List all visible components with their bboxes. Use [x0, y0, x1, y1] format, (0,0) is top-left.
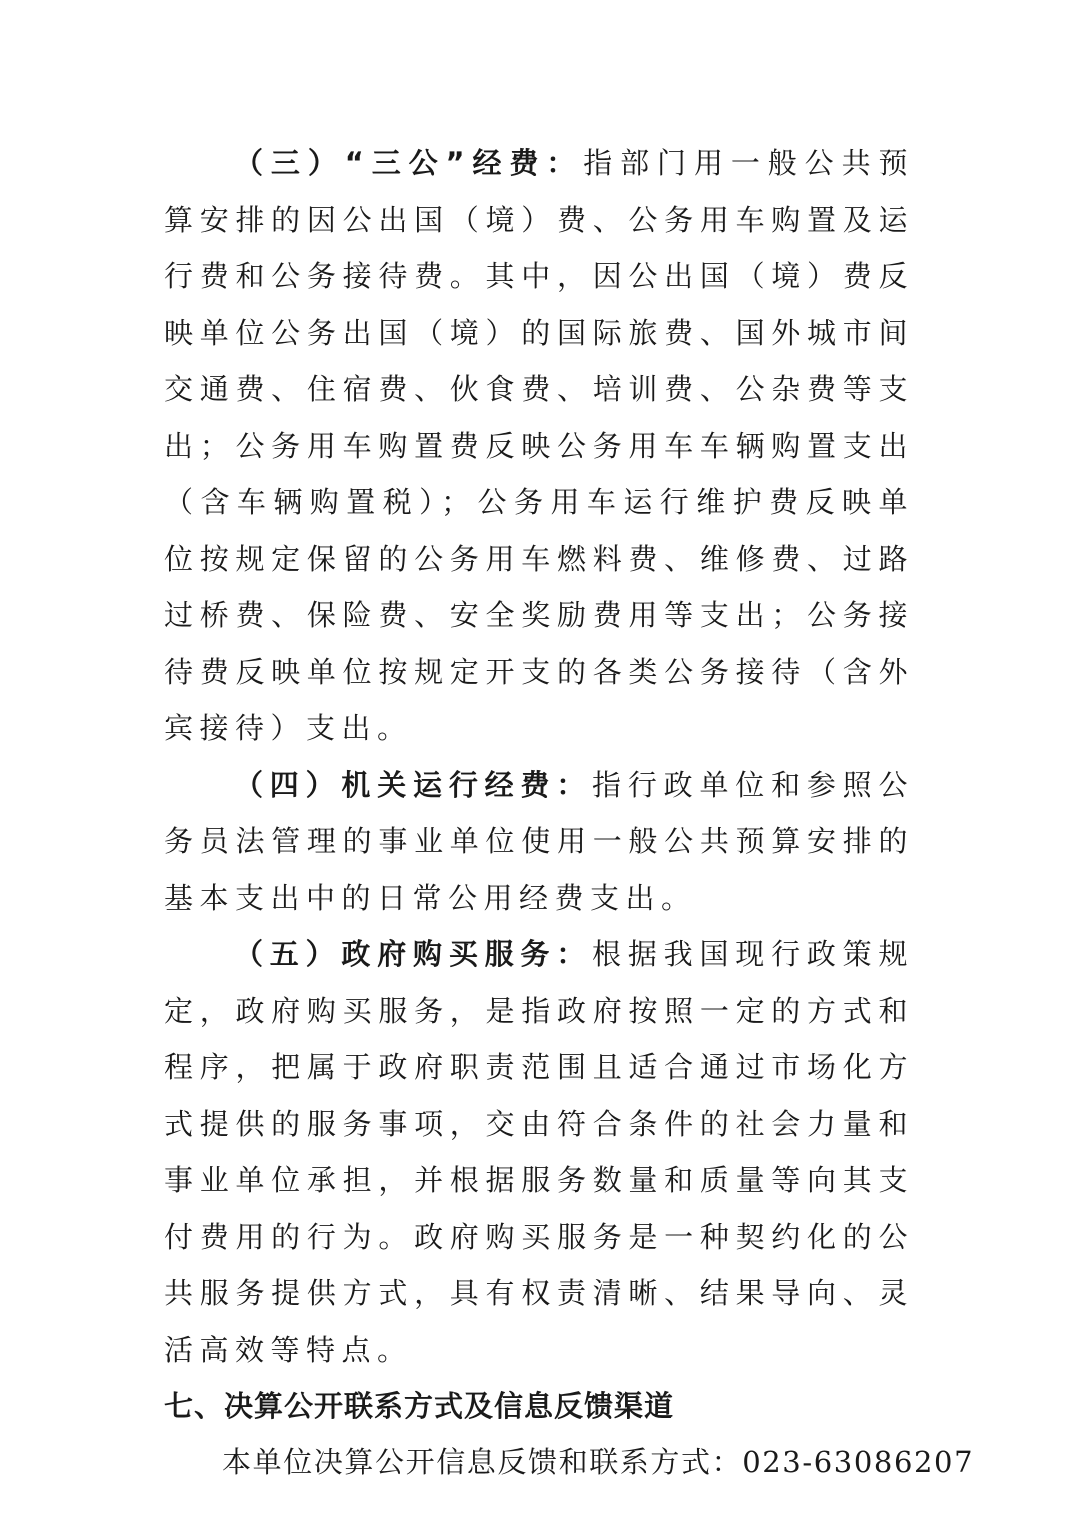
term-agency-operating-expenses: （四）机关运行经费： [234, 767, 593, 802]
term-government-procurement-services: （五）政府购买服务： [234, 937, 593, 971]
paragraph-agency-operating-expenses [164, 757, 914, 927]
contact-label: 本单位决算公开信息反馈和联系方式： [222, 1445, 743, 1479]
definition-agency-operating-expenses: 指行政单位和参照公务员法管理的事业单位使用一般公共预算安排的基本支出中的日常公用经费支出。 [164, 767, 914, 915]
definition-three-public-expenses: 指部门用一般公共预算安排的因公出国（境）费、公务用车购置及运行费和公务接待费。其中，因公出国（境）费反映单位公务出国（境）的国际旅费、国外城市间交通费、住宿费、伙食费、培训费、公杂费等支出；公务用车购置费反映公务用车车辆购置支出（含车辆购置税）；公务用车运行维护费反映单位按规定保留的公务用车燃料费、维修费、过路过桥费、保险费、安全奖励费用等支出；公务接待费反映单位按规定开支的各类公务接待（含外宾接待）支出。 [164, 146, 914, 745]
definition-government-procurement-services: 根据我国现行政策规定，政府购买服务，是指政府按照一定的方式和程序，把属于政府职责范围且适合通过市场化方式提供的服务事项，交由符合条件的社会力量和事业单位承担，并根据服务数量和质量等向其支付费用的行为。政府购买服务是一种契约化的公共服务提供方式，具有权责清晰、结果导向、灵活高效等特点。 [164, 937, 914, 1367]
paragraph-government-procurement-services [164, 926, 914, 1378]
document-body [164, 135, 975, 1490]
section-heading-contact: 七、决算公开联系方式及信息反馈渠道 [164, 1389, 675, 1423]
contact-phone: 023-63086207 [742, 1445, 975, 1479]
term-three-public-expenses: （三）“三公”经费： [234, 146, 584, 180]
contact-line [164, 1434, 975, 1490]
paragraph-three-public-expenses [164, 135, 914, 757]
